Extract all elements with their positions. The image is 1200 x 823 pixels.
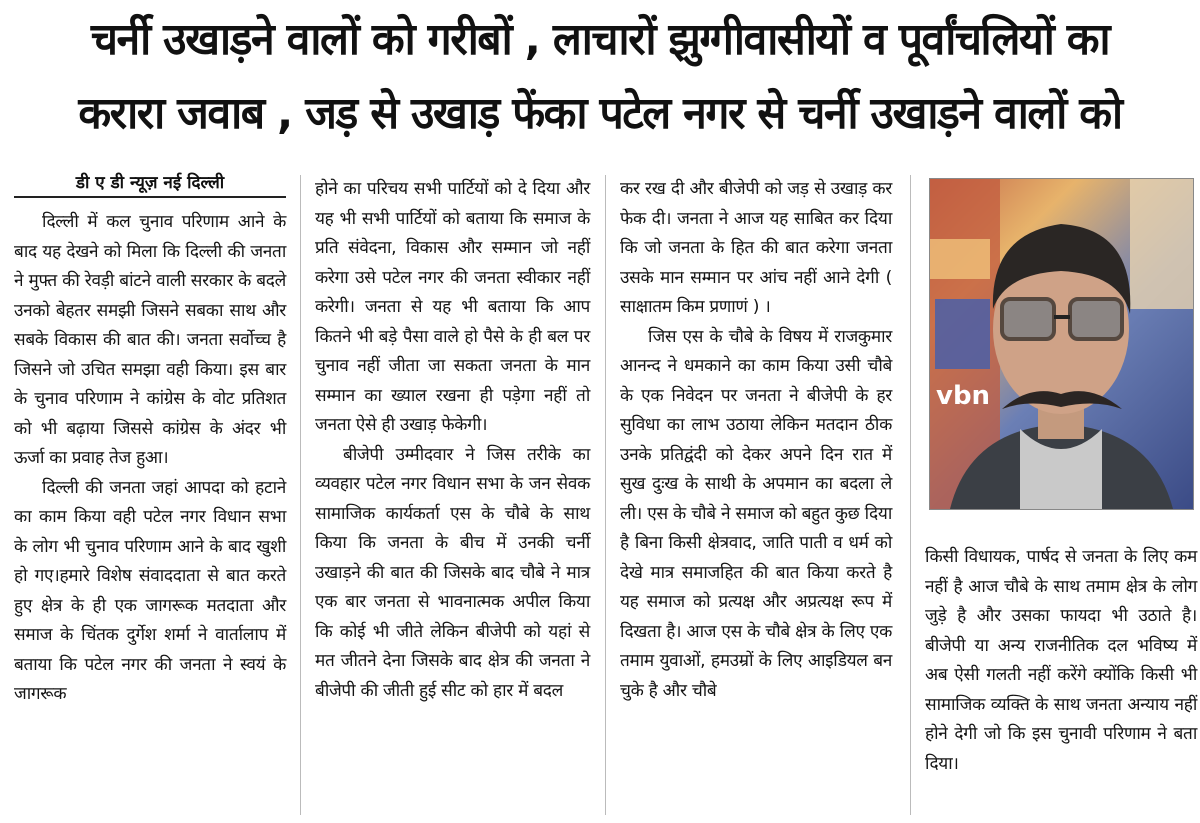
headline-line-1: चर्नी उखाड़ने वालों को गरीबों , लाचारों झुग्गीवासीयों व पूर्वांचलियों का	[90, 14, 1110, 65]
paragraph: बीजेपी उम्मीदवार ने जिस तरीके का व्यवहार पटेल नगर विधान सभा के जन सेवक सामाजिक कार्यकर्ता एस के चौबे के साथ किया कि जनता के बीच में उनकी चर्नी उखाड़ने की बात की जिसके बाद चौबे ने मात्र एक बार जनता से भावनात्मक अपील किया कि कोई भी जीते लेकिन बीजेपी को यहां से मत जीतने देना जिसके बाद क्षेत्र की जनता ने बीजेपी की जीती हुई सीट को हार में बदल	[315, 444, 590, 701]
headline	[0, 0, 1200, 160]
article-column-1	[14, 208, 286, 710]
article-column-4	[925, 543, 1197, 779]
headline-line-2: करारा जवाब , जड़ से उखाड़ फेंका पटेल नगर से चर्नी उखाड़ने वालों को	[78, 88, 1122, 139]
paragraph: कर रख दी और बीजेपी को जड़ से उखाड़ कर फेक दी। जनता ने आज यह साबित कर दिया कि जो जनता के हित की बात करेगा जनता उसके मान सम्मान पर आंच नहीं आने देगी ( साक्षातम किम प्रणाणं ) ।	[620, 179, 892, 317]
column-divider	[910, 175, 911, 815]
column-divider	[300, 175, 301, 815]
article-column-2	[315, 175, 590, 706]
paragraph: दिल्ली की जनता जहां आपदा को हटाने का काम किया वही पटेल नगर विधान सभा के लोग भी चुनाव परिणाम आने के बाद खुशी हो गए।हमारे विशेष संवाददाता से बात करते हुए क्षेत्र के ही एक जागरूक मतदाता और समाज के चिंतक दुर्गेश शर्मा ने वार्तालाप में बताया कि पटेल नगर की जनता ने स्वयं के जागरूक	[14, 477, 286, 704]
paragraph: दिल्ली में कल चुनाव परिणाम आने के बाद यह देखने को मिला कि दिल्ली की जनता ने मुफ्त की रेवड़ी बांटने वाली सरकार के बदले उनको बेहतर समझी जिसने सबका साथ और सबके विकास की बात की। जनता सर्वोच्च है जिसने जो उचित समझा वही किया। इस बार के चुनाव परिणाम ने कांग्रेस के वोट प्रतिशत को भी बढ़ाया जिससे कांग्रेस के अंदर भी ऊर्जा का प्रवाह तेज हुआ।	[14, 212, 286, 468]
portrait-illustration	[930, 179, 1193, 509]
byline: डी ए डी न्यूज़ नई दिल्ली	[14, 172, 286, 198]
backdrop-logo-text: vbn	[936, 381, 991, 411]
column-divider	[605, 175, 606, 815]
paragraph: जिस एस के चौबे के विषय में राजकुमार आनन्द ने धमकाने का काम किया उसी चौबे के एक निवेदन पर जनता ने बीजेपी के हर सुविधा का लाभ उठाया लेकिन मतदान ठीक उनके प्रतिद्वंदी को देकर अपने दिन रात में सुख दुःख के साथी के अपमान का बदला ले ली। एस के चौबे ने समाज को बहुत कुछ दिया है बिना किसी क्षेत्रवाद, जाति पाती व धर्म को देखे मात्र समाजहित की बात किया करते है यह समाज को प्रत्यक्ष और अप्रत्यक्ष रूप में दिखता है। आज एस के चौबे क्षेत्र के लिए एक तमाम युवाओं, हमउम्रों के लिए आइडियल बन चुके है और चौबे	[620, 326, 892, 701]
paragraph: किसी विधायक, पार्षद से जनता के लिए कम नहीं है आज चौबे के साथ तमाम क्षेत्र के लोग जुड़े है और उसका फायदा भी उठाते है। बीजेपी या अन्य राजनीतिक दल भविष्य में अब ऐसी गलती नहीं करेंगे क्योंकि किसी भी सामाजिक व्यक्ति के साथ जनता अन्याय नहीं होने देगी जो कि इस चुनावी परिणाम ने बता दिया।	[925, 547, 1197, 774]
person-photo	[929, 178, 1194, 510]
paragraph: होने का परिचय सभी पार्टियों को दे दिया और यह भी सभी पार्टियों को बताया कि समाज के प्रति संवेदना, विकास और सम्मान जो नहीं करेगा उसे पटेल नगर की जनता स्वीकार नहीं करेगी। जनता से यह भी बताया कि आप कितने भी बड़े पैसा वाले हो पैसे के ही बल पर चुनाव नहीं जीता जा सकता जनता के मान सम्मान का ख्याल रखना ही पड़ेगा नहीं तो जनता ऐसे ही उखाड़ फेकेगी।	[315, 179, 590, 435]
article-column-3	[620, 175, 892, 706]
